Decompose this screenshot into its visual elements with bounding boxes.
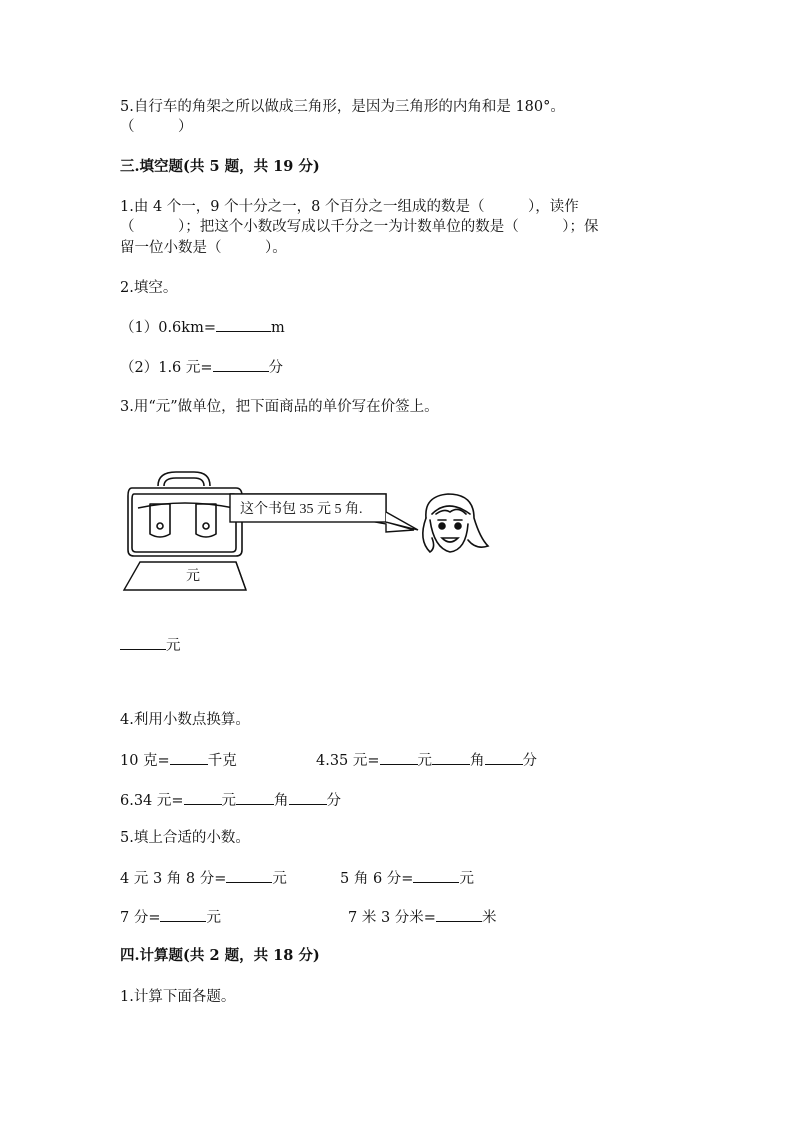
question-4-title: 4.利用小数点换算。 <box>120 712 250 728</box>
question-5-row-2-a: 7 分= 元 <box>120 907 221 928</box>
answer-blank[interactable] <box>213 357 269 372</box>
question-5-title: 5.填上合适的小数。 <box>120 830 250 846</box>
answer-blank[interactable] <box>170 750 208 765</box>
answer-blank[interactable] <box>160 907 206 922</box>
answer-blank[interactable] <box>485 750 523 765</box>
question-2-item-1: （1）0.6km= m <box>120 317 285 338</box>
question-5-row-1-b: 5 角 6 分= 元 <box>340 868 474 889</box>
question-4-row-1-b: 4.35 元= 元 角 分 <box>316 750 537 771</box>
answer-blank[interactable] <box>184 790 222 805</box>
question-prev-5 <box>120 97 565 117</box>
price-tag <box>124 562 246 590</box>
answer-blank[interactable] <box>226 868 272 883</box>
section-heading-calculation: 四.计算题(共 2 题，共 18 分) <box>120 947 320 964</box>
price-tag-unit: 元 <box>186 569 200 584</box>
answer-blank[interactable] <box>120 635 166 650</box>
schoolbag-icon <box>128 472 242 556</box>
schoolbag-illustration <box>118 468 498 598</box>
question-1-line-1: 1.由 4 个一，9 个十分之一，8 个百分之一组成的数是（ ），读作 <box>120 199 579 215</box>
answer-blank[interactable] <box>216 317 271 332</box>
question-1-line-2: （ ）；把这个小数改写成以千分之一为计数单位的数是（ ）；保 <box>120 219 599 235</box>
question-2-title: 2.填空。 <box>120 280 178 296</box>
speech-text: 这个书包 35 元 5 角. <box>240 502 363 517</box>
question-5-row-1-a: 4 元 3 角 8 分= 元 <box>120 868 287 889</box>
answer-blank[interactable] <box>289 790 327 805</box>
answer-blank[interactable] <box>236 790 274 805</box>
question-2-item-2: （2）1.6 元= 分 <box>120 357 283 378</box>
section-heading-fill-in: 三.填空题(共 5 题，共 19 分) <box>120 158 320 175</box>
question-1-line-3: 留一位小数是（ ）。 <box>120 240 287 256</box>
answer-blank[interactable] <box>432 750 470 765</box>
answer-blank[interactable] <box>413 868 459 883</box>
question-4-row-2: 6.34 元= 元 角 分 <box>120 790 341 811</box>
answer-blank[interactable] <box>436 907 482 922</box>
question-5-row-2-b: 7 米 3 分米= 米 <box>348 907 496 928</box>
calc-question-1-title: 1.计算下面各题。 <box>120 989 236 1005</box>
question-3-title: 3.用“元”做单位，把下面商品的单价写在价签上。 <box>120 399 439 415</box>
question-text: 5.自行车的角架之所以做成三角形，是因为三角形的内角和是 180°。 <box>120 99 565 115</box>
answer-paren: （ ） <box>120 119 193 135</box>
question-3-answer: 元 <box>120 635 181 656</box>
answer-blank[interactable] <box>380 750 418 765</box>
question-4-row-1: 10 克= 千克 <box>120 750 237 771</box>
girl-icon <box>423 494 488 552</box>
